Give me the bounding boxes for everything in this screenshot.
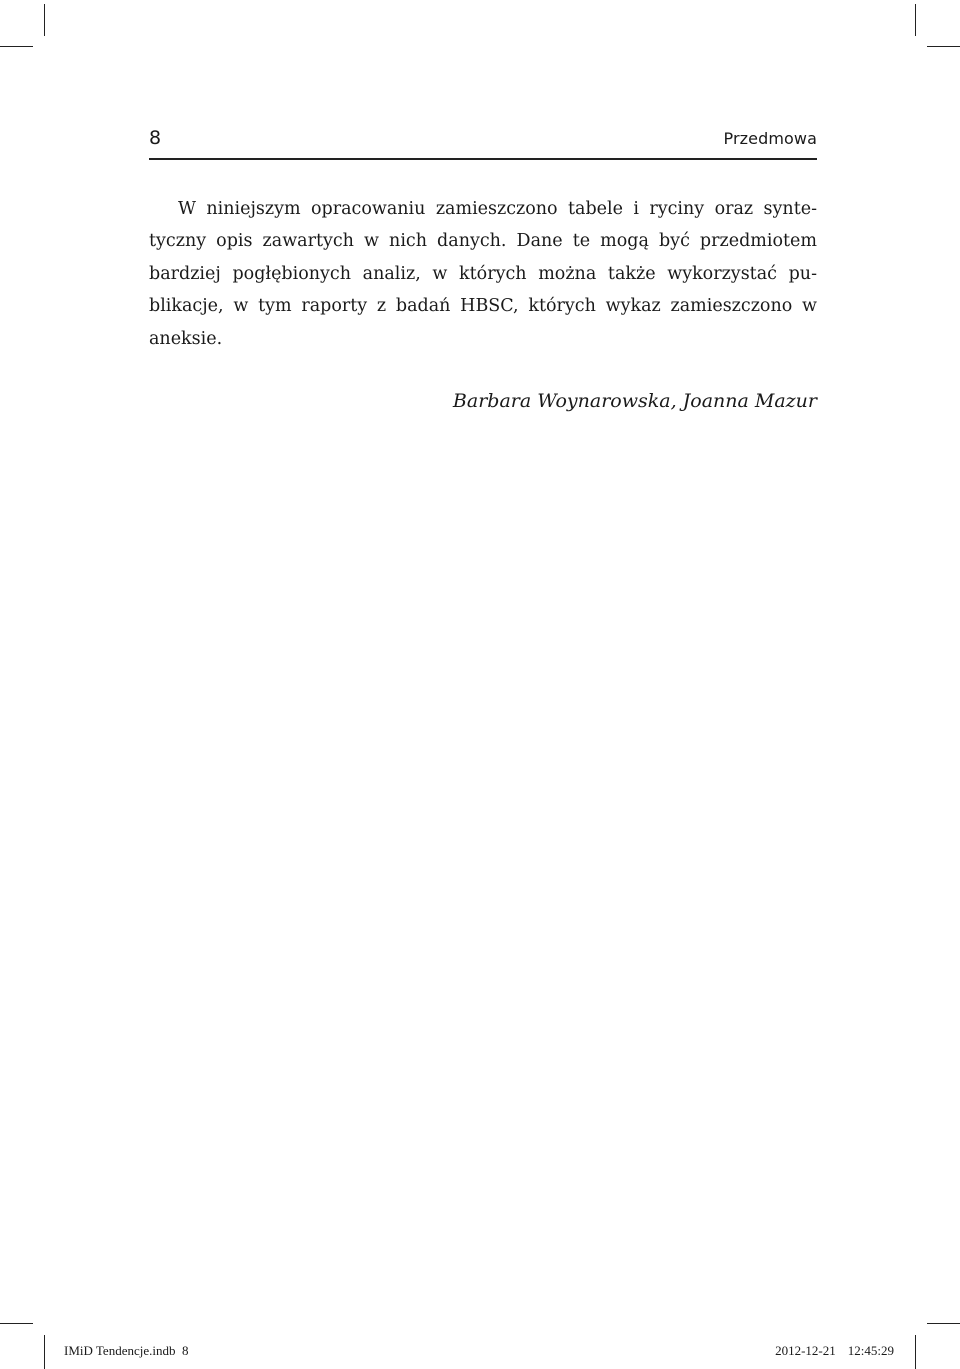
body-paragraph: W niniejszym opracowaniu zamieszczono tabele i ryciny oraz syntetyczny opis zawartych w nich danych. Dane te mogą być przedmiotem bardziej pogłębionych analiz, w których można także wykorzystać publikacje, w tym raporty z badań HBSC, których wykaz zamieszczono w aneksie.	[149, 199, 817, 349]
slug-time: 12:45:29	[847, 1343, 894, 1358]
crop-mark-top-left-vertical	[44, 4, 45, 36]
slug-file-info	[64, 1343, 189, 1359]
crop-mark-bottom-right-horizontal	[927, 1323, 960, 1324]
page-number: 8	[149, 127, 162, 149]
crop-mark-top-right-vertical	[915, 4, 916, 36]
slug-date: 2012-12-21	[775, 1343, 836, 1358]
slug-page: 8	[182, 1343, 189, 1358]
crop-mark-top-left-horizontal	[0, 46, 33, 47]
slug-timestamp	[775, 1343, 894, 1359]
crop-mark-bottom-left-horizontal	[0, 1323, 33, 1324]
crop-mark-bottom-right-vertical	[915, 1335, 916, 1369]
slug-file-name: IMiD Tendencje.indb	[64, 1343, 176, 1358]
authors-signature: Barbara Woynarowska, Joanna Mazur	[452, 390, 817, 412]
crop-mark-top-right-horizontal	[927, 46, 960, 47]
running-head	[149, 124, 817, 160]
crop-mark-bottom-left-vertical	[44, 1335, 45, 1369]
section-title: Przedmowa	[723, 129, 817, 148]
